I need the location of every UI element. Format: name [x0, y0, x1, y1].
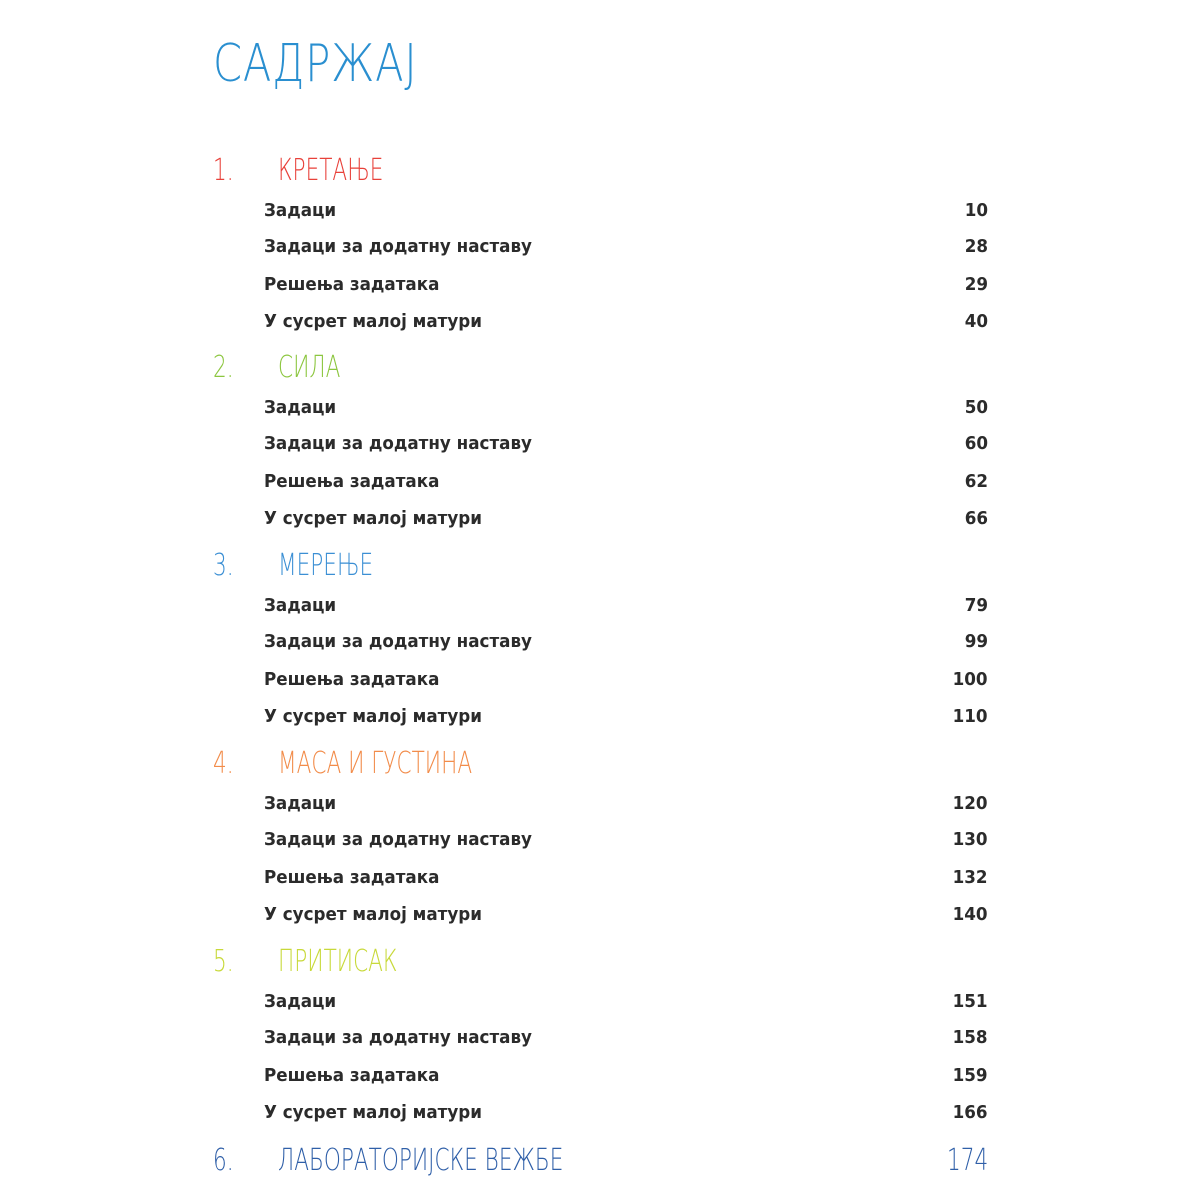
- chapter-title: СИЛА: [278, 350, 341, 385]
- toc-entry-page-number: 29: [964, 274, 988, 295]
- toc-entry-label: Решења задатака: [264, 867, 440, 888]
- toc-entry-label: У сусрет малој матури: [264, 1102, 482, 1123]
- page-title: САДРЖАЈ: [213, 34, 418, 94]
- toc-entry[interactable]: [0, 795, 1200, 821]
- toc-entry[interactable]: [0, 708, 1200, 734]
- toc-entry-label: Задаци: [264, 397, 337, 418]
- toc-entry-label: Задаци за додатну наставу: [264, 1027, 532, 1048]
- toc-entry-page-number: 50: [964, 397, 988, 418]
- toc-entry[interactable]: [0, 633, 1200, 659]
- chapter-heading[interactable]: [0, 548, 1200, 591]
- toc-entry-label: Задаци: [264, 991, 337, 1012]
- toc-entry[interactable]: [0, 313, 1200, 339]
- chapter-heading[interactable]: [0, 1143, 1200, 1186]
- toc-entry-label: У сусрет малој матури: [264, 508, 482, 529]
- toc-entry[interactable]: [0, 510, 1200, 536]
- chapter-title: ПРИТИСАК: [278, 944, 398, 979]
- chapter-title: МЕРЕЊЕ: [278, 548, 374, 583]
- toc-entry-page-number: 10: [964, 200, 988, 221]
- toc-entry-page-number: 62: [964, 471, 988, 492]
- toc-entry-label: Решења задатака: [264, 274, 440, 295]
- toc-entry[interactable]: [0, 831, 1200, 857]
- toc-entry-label: Задаци за додатну наставу: [264, 433, 532, 454]
- toc-entry-page-number: 166: [953, 1102, 988, 1123]
- toc-entry-label: Задаци: [264, 200, 337, 221]
- toc-entry-label: Решења задатака: [264, 1065, 440, 1086]
- toc-entry[interactable]: [0, 671, 1200, 697]
- toc-entry-page-number: 151: [953, 991, 988, 1012]
- toc-entry[interactable]: [0, 1029, 1200, 1055]
- toc-entry[interactable]: [0, 276, 1200, 302]
- toc-entry-page-number: 100: [953, 669, 988, 690]
- chapter-number: 4.: [213, 746, 234, 781]
- toc-entry[interactable]: [0, 869, 1200, 895]
- chapter-heading[interactable]: [0, 153, 1200, 196]
- toc-entry[interactable]: [0, 399, 1200, 425]
- chapter-heading[interactable]: [0, 350, 1200, 393]
- toc-entry-label: Задаци за додатну наставу: [264, 236, 532, 257]
- toc-entry-label: У сусрет малој матури: [264, 706, 482, 727]
- toc-entry-label: Решења задатака: [264, 669, 440, 690]
- toc-entry[interactable]: [0, 473, 1200, 499]
- chapter-number: 2.: [213, 350, 234, 385]
- toc-entry-label: Задаци за додатну наставу: [264, 829, 532, 850]
- toc-entry-label: Задаци за додатну наставу: [264, 631, 532, 652]
- toc-entry[interactable]: [0, 435, 1200, 461]
- toc-entry[interactable]: [0, 1104, 1200, 1130]
- toc-entry[interactable]: [0, 906, 1200, 932]
- chapter-page-number: 174: [946, 1143, 988, 1178]
- toc-entry-page-number: 60: [964, 433, 988, 454]
- chapter-number: 5.: [213, 944, 234, 979]
- toc-entry-label: У сусрет малој матури: [264, 311, 482, 332]
- toc-entry-page-number: 79: [964, 595, 988, 616]
- chapter-title: МАСА И ГУСТИНА: [278, 746, 473, 781]
- chapter-number: 1.: [213, 153, 234, 188]
- chapter-number: 3.: [213, 548, 234, 583]
- toc-entry[interactable]: [0, 202, 1200, 228]
- chapter-title: КРЕТАЊЕ: [278, 153, 384, 188]
- toc-entry-page-number: 158: [953, 1027, 988, 1048]
- toc-entry-page-number: 110: [953, 706, 988, 727]
- toc-entry-page-number: 132: [953, 867, 988, 888]
- toc-entry-page-number: 40: [964, 311, 988, 332]
- chapter-number: 6.: [213, 1143, 234, 1178]
- toc-entry-page-number: 66: [964, 508, 988, 529]
- toc-entry-label: Задаци: [264, 595, 337, 616]
- toc-entry-label: У сусрет малој матури: [264, 904, 482, 925]
- toc-entry-page-number: 120: [953, 793, 988, 814]
- toc-entry[interactable]: [0, 238, 1200, 264]
- toc-entry[interactable]: [0, 597, 1200, 623]
- chapter-title: ЛАБОРАТОРИЈСКЕ ВЕЖБЕ: [278, 1143, 564, 1178]
- toc-entry-label: Задаци: [264, 793, 337, 814]
- chapter-heading[interactable]: [0, 746, 1200, 789]
- toc-entry-page-number: 28: [964, 236, 988, 257]
- toc-entry-page-number: 140: [953, 904, 988, 925]
- toc-entry-page-number: 159: [953, 1065, 988, 1086]
- toc-entry[interactable]: [0, 1067, 1200, 1093]
- toc-entry-label: Решења задатака: [264, 471, 440, 492]
- toc-entry-page-number: 99: [964, 631, 988, 652]
- toc-entry-page-number: 130: [953, 829, 988, 850]
- chapter-heading[interactable]: [0, 944, 1200, 987]
- toc-entry[interactable]: [0, 993, 1200, 1019]
